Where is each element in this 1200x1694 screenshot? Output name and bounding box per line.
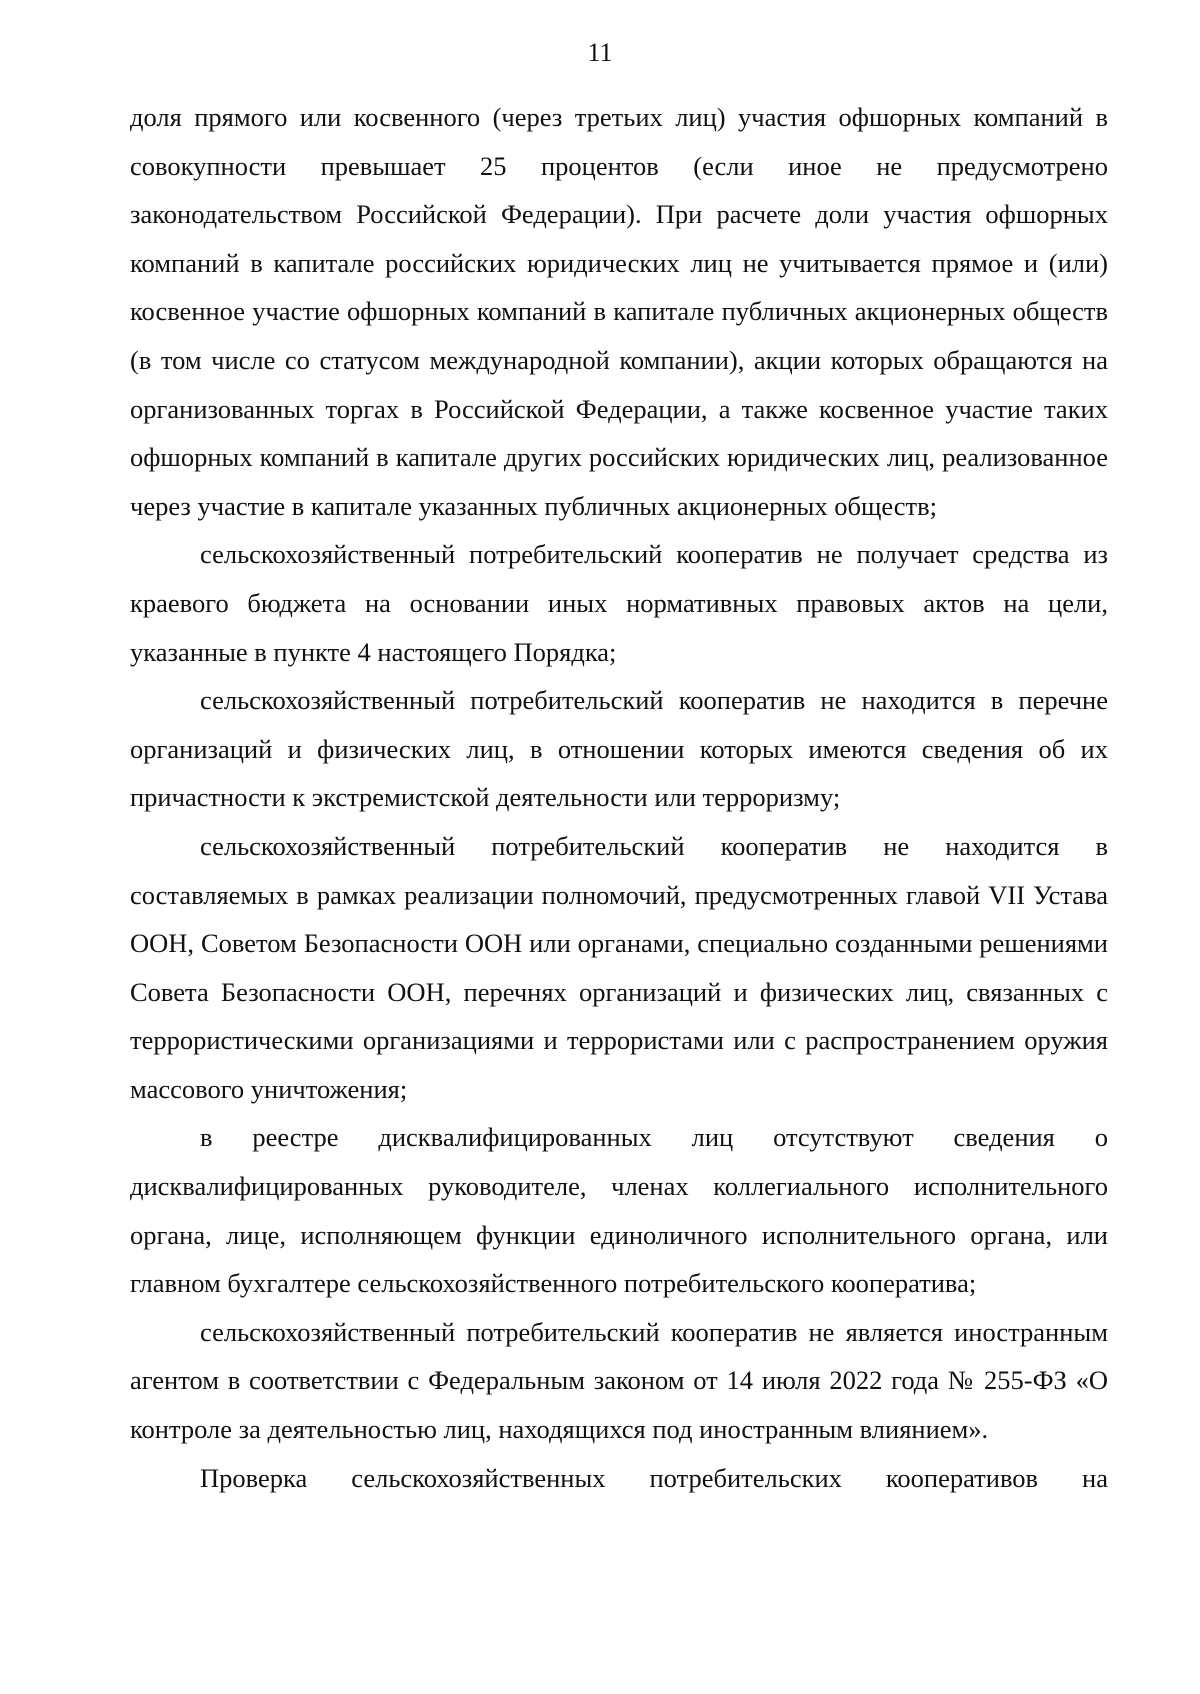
paragraph-disqualified-persons-registry: в реестре дисквалифицированных лиц отсутствуют сведения о дисквалифицированных руководителе, членах коллегиального исполнительного органа, лице, исполняющем функции единоличного исполнительного органа, или главном бухгалтере сельскохозяйственного потребительского кооператива; [130,1122,1108,1299]
paragraph-no-budget-funds: сельскохозяйственный потребительский кооператив не получает средства из краевого бюджета на основании иных нормативных правовых актов на цели, указанные в пункте 4 настоящего Порядка; [130,539,1108,667]
paragraph-verification: Проверка сельскохозяйственных потребительских кооперативов на [200,1462,1108,1493]
paragraph-not-extremist-list: сельскохозяйственный потребительский кооператив не находится в перечне организаций и физических лиц, в отношении которых имеются сведения об их причастности к экстремистской деятельности или терроризму; [130,685,1108,813]
paragraph-offshore-share: доля прямого или косвенного (через третьих лиц) участия офшорных компаний в совокупности превышает 25 процентов (если иное не предусмотрено законодательством Российской Федерации). При расчете доли участия офшорных компаний в капитале российских юридических лиц не учитывается прямое и (или) косвенное участие офшорных компаний в капитале публичных акционерных обществ (в том числе со статусом международной компании), акции которых обращаются на организованных торгах в Российской Федерации, а также косвенное участие таких офшорных компаний в капитале других российских юридических лиц, реализованное через участие в капитале указанных публичных акционерных обществ; [130,102,1108,521]
paragraph-not-foreign-agent: сельскохозяйственный потребительский кооператив не является иностранным агентом в соответствии с Федеральным законом от 14 июля 2022 года № 255-ФЗ «О контроле за деятельностью лиц, находящихся под иностранным влиянием». [130,1316,1108,1445]
page-number: 11 [587,38,613,67]
document-body [130,93,1108,1502]
paragraph-not-un-sanctions-list: сельскохозяйственный потребительский кооператив не находится в составляемых в рамках реализации полномочий, предусмотренных главой VII Устава ООН, Советом Безопасности ООН или органами, специально созданными решениями Совета Безопасности ООН, перечнях организаций и физических лиц, связанных с террористическими организациями и террористами или с распространением оружия массового уничтожения; [130,830,1108,1104]
